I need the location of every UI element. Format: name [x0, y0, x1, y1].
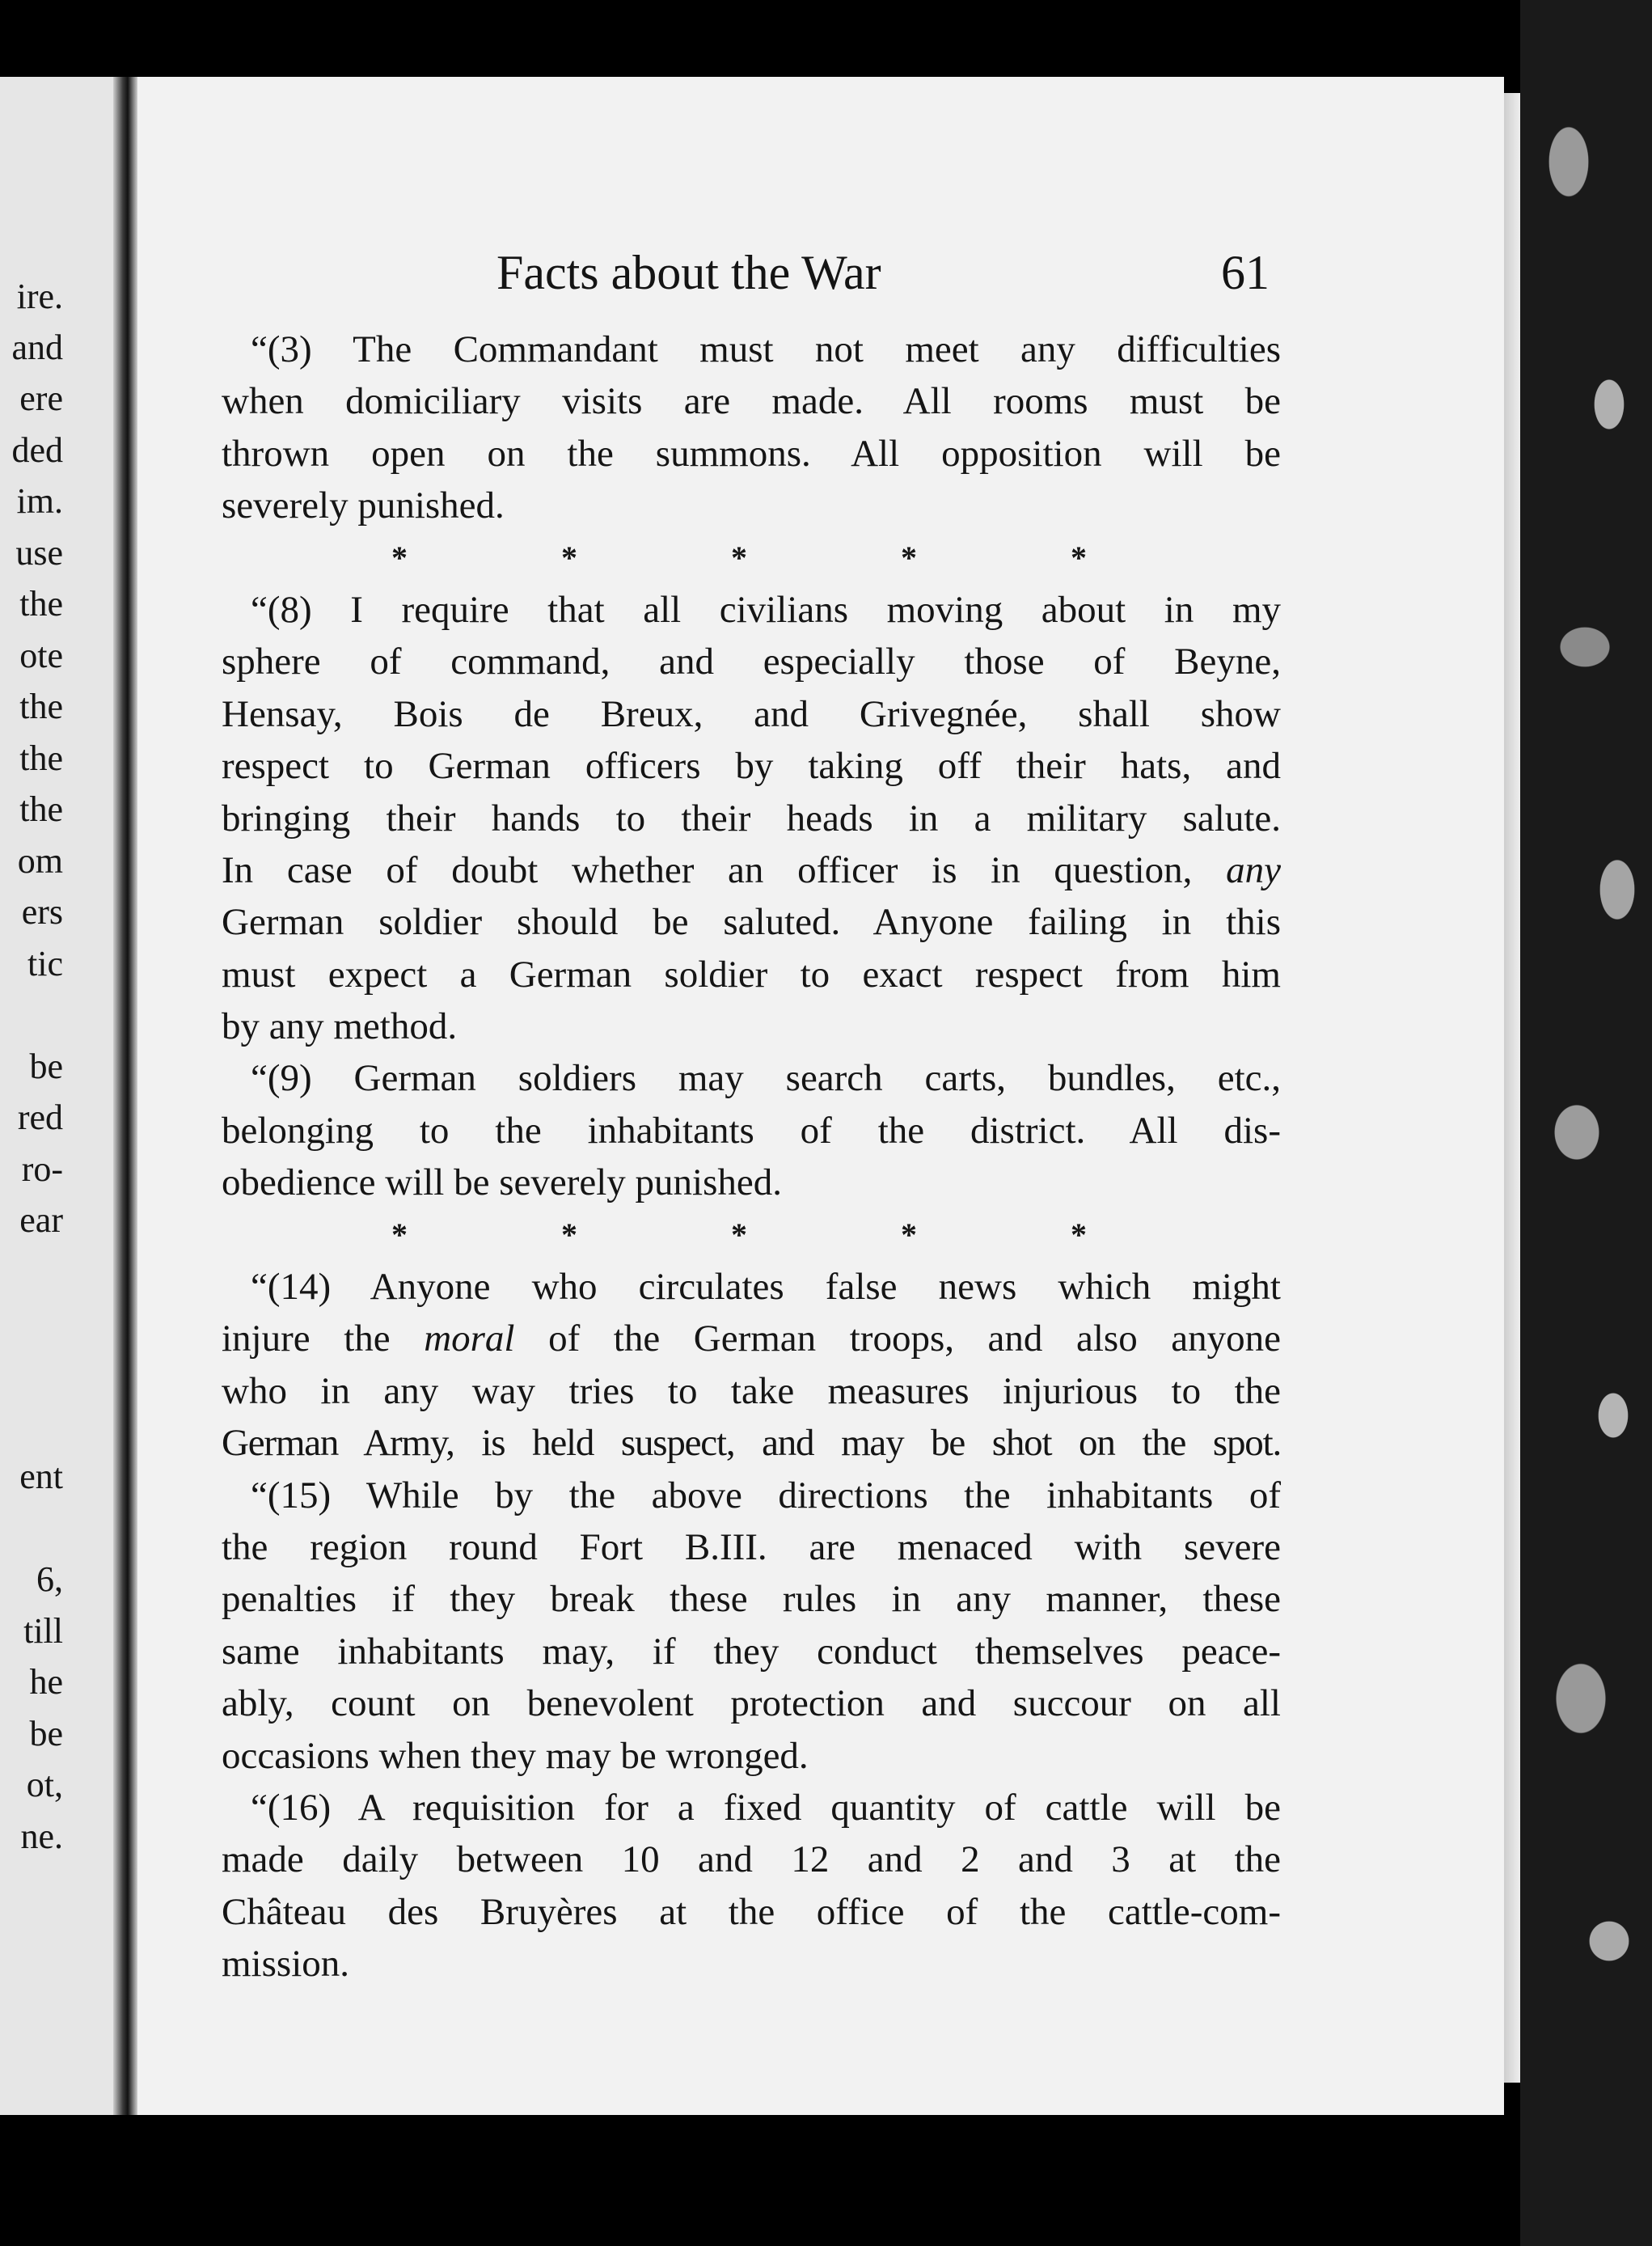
text-line: “(15) While by the above directions the inhabitants of: [251, 1474, 1281, 1516]
star: *: [561, 539, 577, 576]
star: *: [561, 1216, 577, 1253]
paragraph-14: [222, 1261, 1281, 1470]
paragraph-16: [222, 1782, 1281, 1990]
left-fragment: be: [29, 1714, 63, 1753]
star: *: [391, 539, 408, 576]
paragraph-3: [222, 324, 1281, 532]
left-fragment: till: [23, 1611, 63, 1651]
text-line: Hensay, Bois de Breux, and Grivegnée, shall show: [222, 692, 1281, 735]
text-line: same inhabitants may, if they conduct themselves peace-: [222, 1630, 1281, 1673]
text-line: thrown open on the summons. All opposition will be: [222, 432, 1281, 475]
text-line: mission.: [222, 1943, 350, 1986]
text-line: severely punished.: [222, 484, 505, 527]
text-line: injure the moral of the German troops, and also anyone: [222, 1318, 1281, 1360]
running-header: [137, 248, 1504, 297]
text-line: German Army, is held suspect, and may be shot on the spot.: [222, 1422, 1281, 1465]
left-fragment: use: [15, 533, 63, 573]
star: *: [901, 1216, 917, 1253]
text-line: penalties if they break these rules in any manner, these: [222, 1578, 1281, 1621]
left-fragment: 6,: [36, 1559, 63, 1599]
left-fragment: om: [17, 841, 63, 881]
left-fragment: the: [19, 789, 63, 829]
text-line: “(3) The Commandant must not meet any difficulties: [251, 328, 1281, 370]
left-fragment: the: [19, 687, 63, 726]
text-line: ably, count on benevolent protection and succour on all: [222, 1682, 1281, 1725]
text-line: “(14) Anyone who circulates false news which might: [251, 1266, 1281, 1309]
left-fragment: im.: [16, 481, 63, 521]
text-line: Château des Bruyères at the office of the cattle-com-: [222, 1890, 1281, 1933]
text-line: “(8) I require that all civilians moving about in my: [251, 588, 1281, 631]
left-fragment: ro-: [21, 1149, 63, 1189]
star: *: [1071, 539, 1087, 576]
text-line: the region round Fort B.III. are menaced with severe: [222, 1525, 1281, 1568]
left-fragment: be: [29, 1047, 63, 1086]
page-number: 61: [1221, 246, 1270, 299]
text-line: by any method.: [222, 1005, 458, 1048]
italic-word: moral: [424, 1318, 515, 1360]
book-page: [137, 77, 1504, 2115]
left-fragment: he: [29, 1662, 63, 1702]
text-line: occasions when they may be wronged.: [222, 1734, 809, 1777]
text-line: when domiciliary visits are made. All rooms must be: [222, 380, 1281, 423]
running-title: Facts about the War: [496, 246, 881, 299]
section-break-stars: [391, 1209, 1087, 1261]
left-fragment: and: [11, 328, 63, 367]
left-fragment: ne.: [20, 1817, 63, 1856]
left-fragment: ded: [11, 430, 63, 470]
star: *: [731, 539, 747, 576]
left-fragment: the: [19, 738, 63, 778]
left-fragment: tic: [27, 944, 63, 983]
text-line: respect to German officers by taking off their hats, and: [222, 745, 1281, 788]
text-line: obedience will be severely punished.: [222, 1161, 783, 1204]
left-fragment: ent: [19, 1457, 63, 1496]
left-fragment: ote: [19, 636, 63, 675]
italic-word: any: [1192, 848, 1281, 891]
text-line: must expect a German soldier to exact respect from him: [222, 953, 1281, 996]
text-line: bringing their hands to their heads in a military salute.: [222, 797, 1281, 840]
star: *: [901, 539, 917, 576]
paragraph-15: [222, 1470, 1281, 1782]
book-gutter: [113, 77, 137, 2115]
star: *: [1071, 1216, 1087, 1253]
section-break-stars: [391, 532, 1087, 584]
left-facing-page: [0, 77, 113, 2115]
left-fragment: ere: [19, 379, 63, 418]
left-fragment: red: [17, 1098, 63, 1137]
left-fragment: the: [19, 584, 63, 624]
paragraph-8: [222, 584, 1281, 1053]
text-line: sphere of command, and especially those of Beyne,: [222, 641, 1281, 683]
left-fragment: ot,: [26, 1765, 63, 1804]
star: *: [391, 1216, 408, 1253]
text-line: who in any way tries to take measures injurious to the: [222, 1369, 1281, 1412]
text-line: belonging to the inhabitants of the district. All dis-: [222, 1109, 1281, 1152]
marbled-binding: [1520, 0, 1652, 2246]
text-line: In case of doubt whether an officer is in question, any: [222, 848, 1281, 891]
star: *: [731, 1216, 747, 1253]
left-fragment: ers: [21, 892, 63, 932]
text-line: “(16) A requisition for a fixed quantity of cattle will be: [251, 1786, 1281, 1829]
left-fragment: ire.: [16, 277, 63, 316]
left-fragment: ear: [19, 1200, 63, 1240]
text-line: made daily between 10 and 12 and 2 and 3 at the: [222, 1838, 1281, 1881]
page-body: [222, 324, 1281, 1990]
text-line: “(9) German soldiers may search carts, bundles, etc.,: [251, 1057, 1281, 1100]
text-line: German soldier should be saluted. Anyone failing in this: [222, 901, 1281, 944]
paragraph-9: [222, 1052, 1281, 1208]
